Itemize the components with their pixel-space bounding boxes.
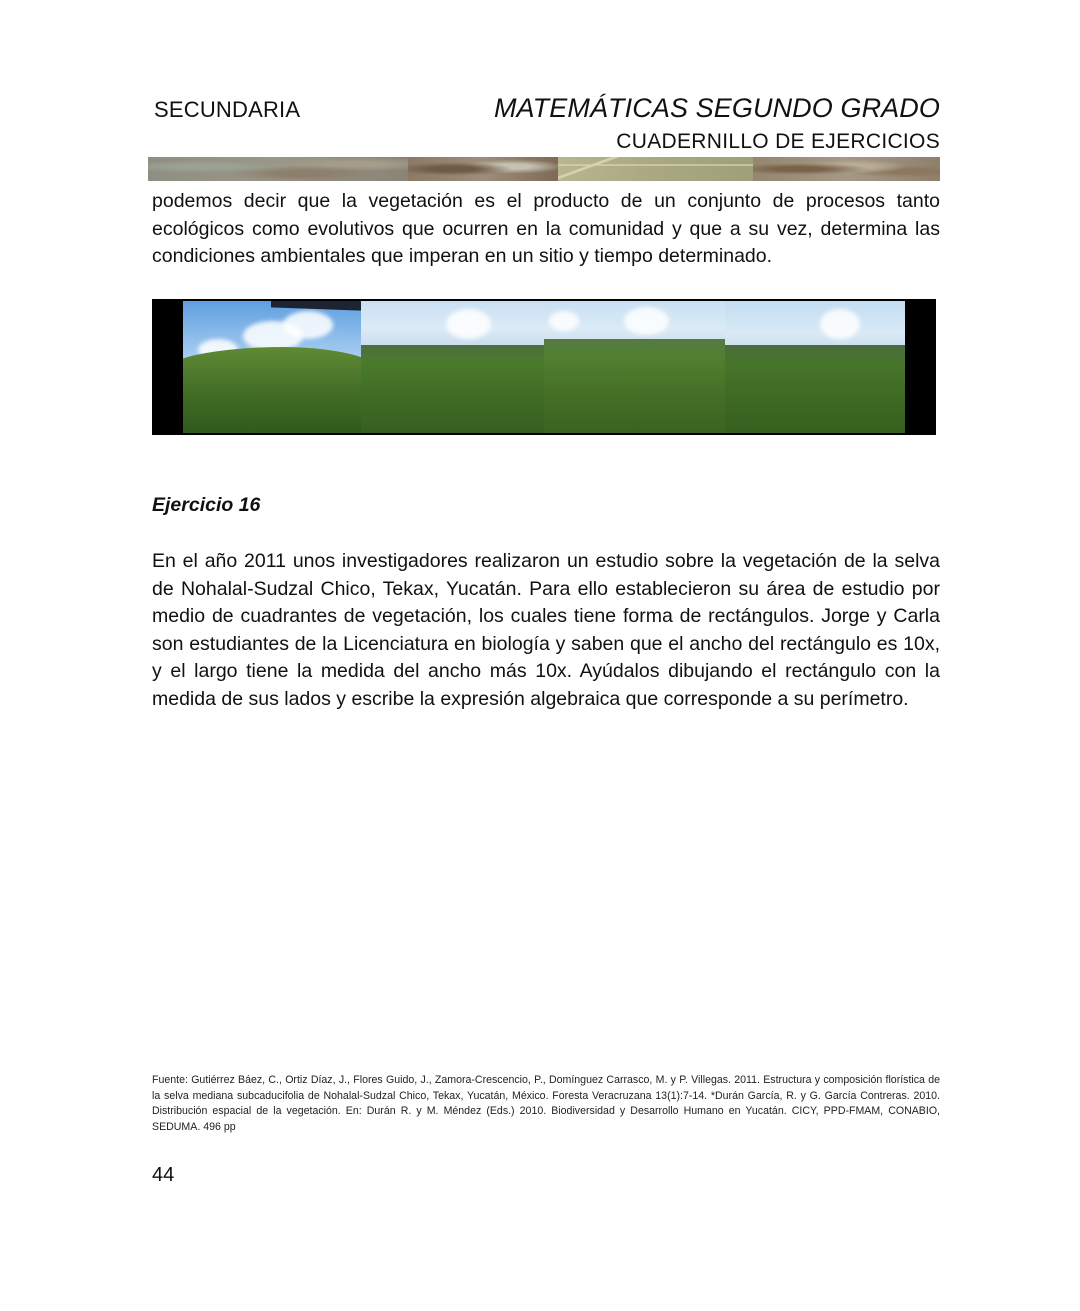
banner-texture-1 xyxy=(148,157,408,181)
page-number: 44 xyxy=(152,1164,175,1186)
banner-texture-3 xyxy=(558,157,753,181)
intro-paragraph xyxy=(152,188,940,271)
photo-panel-1 xyxy=(183,301,361,433)
header-subtitle: CUADERNILLO DE EJERCICIOS xyxy=(616,130,940,153)
intro-paragraph-text: podemos decir que la vegetación es el producto de un conjunto de procesos tanto ecológicos como evolutivos que ocurren en la comunidad y que a su vez, determina las condiciones ambientales que imperan en un sitio y tiempo determinado. xyxy=(152,190,940,267)
banner-texture-2 xyxy=(408,157,558,181)
exercise-text: En el año 2011 unos investigadores realizaron un estudio sobre la vegetación de la selva de Nohalal-Sudzal Chico, Tekax, Yucatán. Para ello establecieron su área de estudio por medio de cuadrantes de vegetación, los cuales tiene forma de rectángulos. Jorge y Carla son estudiantes de la Licenciatura en biología y saben que el ancho del rectángulo es 10x, y el largo tiene la medida del ancho más 10x. Ayúdalos dibujando el rectángulo con la medida de sus lados y escribe la expresión algebraica que corresponde a su perímetro. xyxy=(152,550,940,710)
forest-panorama-photo xyxy=(152,299,936,435)
header-decorative-banner xyxy=(148,157,940,181)
exercise-title: Ejercicio 16 xyxy=(152,494,261,516)
banner-texture-4 xyxy=(753,157,940,181)
photo-panel-2 xyxy=(361,301,544,433)
footnote-source: Fuente: Gutiérrez Báez, C., Ortiz Díaz, J., Flores Guido, J., Zamora-Crescencio, P., Domínguez Carrasco, M. y P. Villegas. 2011. Estructura y composición florística de la selva mediana subcaducifolia de Nohalal-Sudzal Chico, Tekax, Yucatán, México. Foresta Veracruzana 13(1):7-14. *Durán García, R. y G. García Contreras. 2010. Distribución espacial de la vegetación. En: Durán R. y M. Méndez (Eds.) 2010. Biodiversidad y Desarrollo Humano en Yucatán. CICY, PPD-FMAM, CONABIO, SEDUMA. 496 pp xyxy=(152,1074,940,1133)
header-level: SECUNDARIA xyxy=(154,97,301,122)
photo-panel-4 xyxy=(725,301,905,433)
photo-panel-3 xyxy=(544,301,725,433)
exercise-paragraph xyxy=(152,548,940,713)
header-title: MATEMÁTICAS SEGUNDO GRADO xyxy=(493,93,940,123)
